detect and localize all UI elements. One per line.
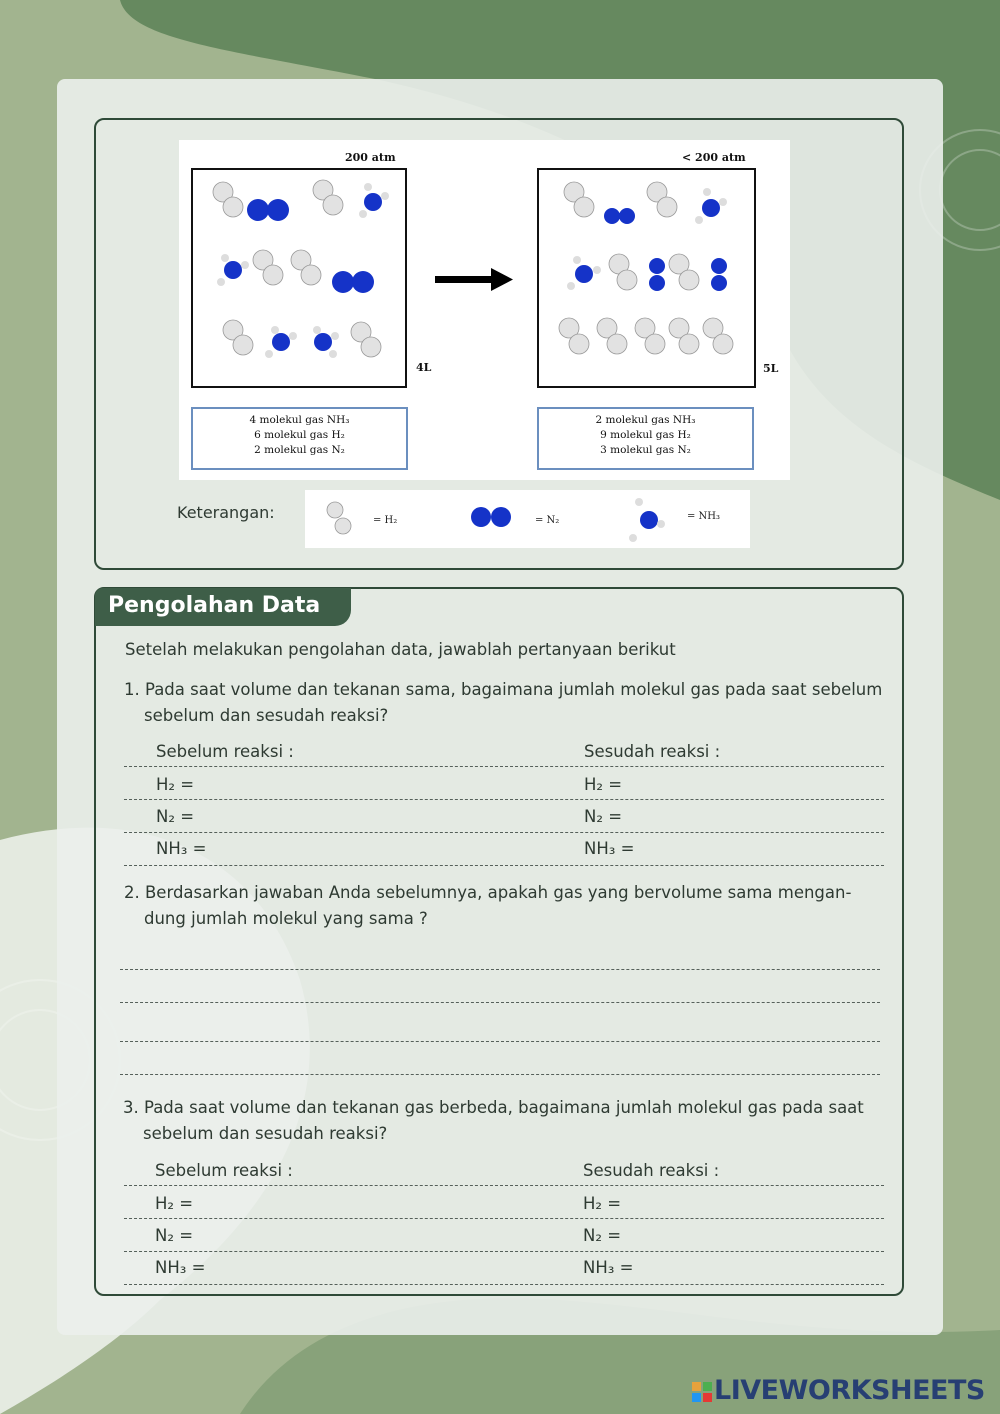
h2-molecule — [609, 254, 637, 290]
left-volume-label: 4L — [416, 361, 432, 374]
nh3-molecule — [695, 188, 727, 224]
right-volume-label: 5L — [763, 362, 779, 375]
nh3-molecule — [359, 183, 389, 218]
q3-answer-line[interactable] — [124, 1218, 884, 1219]
right-pressure-label: < 200 atm — [682, 151, 746, 164]
q3-after-header: Sesudah reaksi : — [583, 1161, 720, 1180]
left-note-n2: 2 molekul gas N₂ — [254, 444, 345, 456]
q1-before-nh3: NH₃ = — [156, 839, 207, 858]
left-pressure-label: 200 atm — [345, 151, 396, 164]
section-title: Pengolahan Data — [95, 588, 351, 626]
legend-n2: = N₂ — [535, 515, 560, 526]
q1-after-header: Sesudah reaksi : — [584, 742, 721, 761]
q3-answer-line[interactable] — [124, 1251, 884, 1252]
h2-molecule — [253, 250, 283, 285]
n2-molecule — [332, 271, 374, 293]
legend-nh3: = NH₃ — [687, 511, 721, 522]
q1-after-nh3: NH₃ = — [584, 839, 635, 858]
right-note-n2: 3 molekul gas N₂ — [600, 444, 691, 456]
n2-legend-icon — [463, 504, 523, 532]
left-molecules — [193, 170, 404, 385]
q3-after-nh3: NH₃ = — [583, 1258, 634, 1277]
q3-after-h2: H₂ = — [583, 1194, 622, 1213]
n2-molecule — [711, 258, 727, 291]
right-molecules — [539, 170, 753, 385]
h2-molecule — [597, 318, 627, 354]
h2-legend-icon — [315, 498, 355, 544]
left-note-h2: 6 molekul gas H₂ — [254, 429, 345, 441]
q1-answer-line[interactable] — [124, 832, 884, 833]
reaction-arrow-icon — [435, 265, 515, 295]
legend-h2: = H₂ — [373, 515, 398, 526]
nh3-legend-icon — [623, 494, 673, 546]
q2-answer-line[interactable] — [120, 1041, 880, 1042]
legend-strip — [305, 490, 750, 548]
q2-line2: dung jumlah molekul yang sama ? — [144, 909, 428, 928]
q2-answer-line[interactable] — [120, 1074, 880, 1075]
nh3-molecule — [265, 326, 297, 358]
q1-line1: 1. Pada saat volume dan tekanan sama, bagaimana jumlah molekul gas pada saat sebelum — [124, 680, 883, 699]
n2-molecule — [247, 199, 289, 221]
q1-after-h2: H₂ = — [584, 775, 623, 794]
right-notes-box — [537, 407, 754, 470]
q3-before-nh3: NH₃ = — [155, 1258, 206, 1277]
nh3-molecule — [217, 254, 249, 286]
q3-line2: sebelum dan sesudah reaksi? — [143, 1124, 388, 1143]
q1-answer-line[interactable] — [124, 865, 884, 866]
h2-molecule — [564, 182, 594, 217]
q2-answer-line[interactable] — [120, 969, 880, 970]
q1-before-h2: H₂ = — [156, 775, 195, 794]
h2-molecule — [313, 180, 343, 215]
right-container — [537, 168, 756, 388]
h2-molecule — [669, 318, 699, 354]
liveworksheets-logo-icon — [692, 1382, 712, 1402]
q3-line1: 3. Pada saat volume dan tekanan gas berbeda, bagaimana jumlah molekul gas pada saat — [123, 1098, 864, 1117]
q3-before-header: Sebelum reaksi : — [155, 1161, 293, 1180]
h2-molecule — [213, 182, 243, 217]
left-notes-box — [191, 407, 408, 470]
liveworksheets-brand[interactable] — [692, 1375, 985, 1406]
q1-line2: sebelum dan sesudah reaksi? — [144, 706, 389, 725]
right-note-nh3: 2 molekul gas NH₃ — [595, 414, 696, 426]
q3-before-n2: N₂ = — [155, 1226, 194, 1245]
brand-text: LIVEWORKSHEETS — [714, 1375, 985, 1406]
q1-answer-line[interactable] — [124, 799, 884, 800]
left-note-nh3: 4 molekul gas NH₃ — [249, 414, 350, 426]
n2-molecule — [649, 258, 665, 291]
nh3-molecule — [313, 326, 339, 358]
h2-molecule — [351, 322, 381, 357]
q1-before-n2: N₂ = — [156, 807, 195, 826]
h2-molecule — [223, 320, 253, 355]
reaction-figure — [179, 140, 790, 480]
q3-before-h2: H₂ = — [155, 1194, 194, 1213]
q1-after-n2: N₂ = — [584, 807, 623, 826]
q1-answer-line[interactable] — [124, 766, 884, 767]
left-container — [191, 168, 407, 388]
n2-molecule — [604, 208, 635, 224]
right-note-h2: 9 molekul gas H₂ — [600, 429, 691, 441]
q2-line1: 2. Berdasarkan jawaban Anda sebelumnya, apakah gas yang bervolume sama mengan- — [124, 883, 852, 902]
q3-answer-line[interactable] — [124, 1185, 884, 1186]
h2-molecule — [559, 318, 589, 354]
h2-molecule — [291, 250, 321, 285]
h2-molecule — [635, 318, 665, 354]
h2-molecule — [703, 318, 733, 354]
h2-molecule — [647, 182, 677, 217]
section-intro: Setelah melakukan pengolahan data, jawablah pertanyaan berikut — [125, 640, 676, 659]
q3-after-n2: N₂ = — [583, 1226, 622, 1245]
q1-before-header: Sebelum reaksi : — [156, 742, 294, 761]
nh3-molecule — [567, 256, 601, 290]
q3-answer-line[interactable] — [124, 1284, 884, 1285]
h2-molecule — [669, 254, 699, 290]
q2-answer-line[interactable] — [120, 1002, 880, 1003]
legend-label: Keterangan: — [177, 503, 275, 522]
